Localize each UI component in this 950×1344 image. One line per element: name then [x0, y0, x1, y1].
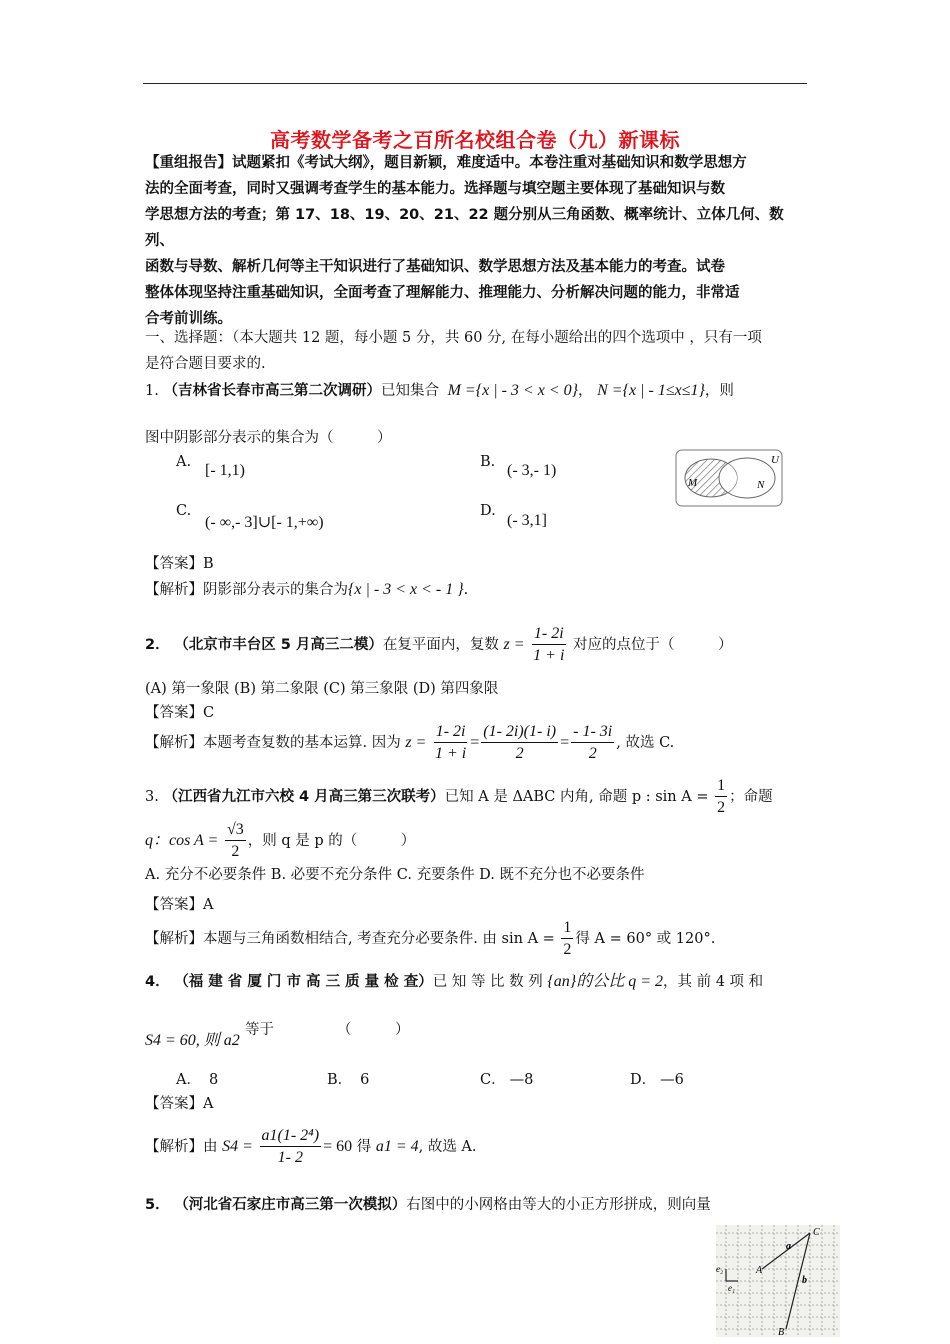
option-d: D． —6: [630, 1072, 684, 1088]
question-4-line2b: 等于: [245, 1022, 274, 1038]
option-b: B.: [480, 454, 496, 470]
analysis-suffix: , 故选 A.: [418, 1139, 477, 1155]
analysis-suffix: , 故选 C.: [616, 735, 675, 751]
label-vector-b: b: [802, 1275, 807, 1286]
option-c-value: (- ∞,- 3]∪[- 1,+∞): [205, 514, 324, 531]
question-number: 1.: [145, 383, 159, 399]
report-paragraph: [145, 150, 810, 332]
venn-label-u: U: [771, 454, 779, 466]
fraction: $\frac{(1- 2i)(1- i)}{2}$: [483, 723, 557, 762]
page-title: 高考数学备考之百所名校组合卷（九）新课标: [270, 128, 680, 152]
analysis-suffix: 得 A = 60° 或 120°.: [575, 931, 716, 947]
question-number: 5．: [145, 1197, 170, 1213]
question-number: 2．: [145, 637, 170, 653]
report-line: 【重组报告】试题紧扣《考试大纲》，题目新颖，难度适中。本卷注重对基础知识和数学思想方: [145, 155, 747, 171]
question-text-tail: 对应的点位于（ ）: [573, 637, 733, 653]
report-line: 函数与导数、解析几何等主干知识进行了基础知识、数学思想方法及基本能力的考查。试卷: [145, 259, 725, 275]
option-a: A． 8: [176, 1072, 219, 1088]
report-line: 法的全面考查，同时又强调考查学生的基本能力。选择题与填空题主要体现了基础知识与数: [145, 181, 725, 197]
cos-expression: q：cos A =: [145, 832, 219, 849]
venn-label-n: N: [757, 479, 765, 491]
analysis-text: 【解析】阴影部分表示的集合为: [145, 582, 348, 598]
question-source: （江西省九江市六校 4 月高三第三次联考）: [163, 789, 445, 805]
analysis-2: 【解析】本题考查复数的基本运算. 因为 z = $\frac{1- 2i}{1 + i}$ = $\frac{(1- 2i)(1- i)}{2}$ = $\frac{- 1- 3i}{2}$ , 故选 C.: [145, 723, 675, 762]
analysis-4: [145, 1128, 477, 1166]
analysis-suffix: .: [463, 582, 469, 598]
option-b: B． 6: [327, 1072, 370, 1088]
question-4-line2: S4 = 60, 则 a2: [145, 1032, 240, 1049]
question-number: 3.: [145, 789, 159, 805]
label-c: C: [813, 1227, 820, 1238]
answer-1: 【答案】B: [145, 556, 214, 572]
fraction: $\frac{\text{a1(1- 2⁴)}}{1- 2}$: [261, 1127, 320, 1166]
option-a: A.: [176, 454, 192, 470]
question-source: （河北省石家庄市高三第一次模拟）: [174, 1197, 407, 1213]
question-number: 4．: [145, 974, 170, 990]
separator: ，: [578, 383, 593, 399]
a1-expression: a1 = 4: [375, 1138, 419, 1155]
label-vector-a: a: [786, 1241, 791, 1252]
analysis-text: 【解析】本题考查复数的基本运算. 因为: [145, 735, 401, 751]
question-source: （福 建 省 厦 门 市 高 三 质 量 检 查）: [174, 974, 433, 990]
analysis-text: 【解析】本题与三角函数相结合, 考查充分必要条件. 由 sin A =: [145, 931, 555, 947]
question-text: 已知 A 是 ΔABC 内角, 命题 p : sin A =: [444, 789, 709, 805]
question-text: 右图中的小网格由等大的小正方形拼成，则向量: [406, 1197, 711, 1213]
vector-grid-figure: [716, 1225, 840, 1337]
header-rule: [143, 83, 807, 84]
venn-diagram: [675, 449, 783, 507]
fraction-numerator: 1- 2i: [532, 626, 566, 645]
question-text: 在复平面内，复数: [382, 637, 499, 653]
question-source: （吉林省长春市高三第二次调研）: [163, 383, 381, 399]
question-text-tail: ；命题: [729, 789, 773, 805]
analysis-text: 【解析】由: [145, 1139, 218, 1155]
question-1-line2: 图中阴影部分表示的集合为（ ）: [145, 430, 392, 446]
section-heading-line: 是符合题目要求的.: [145, 356, 266, 372]
label-b-point: B: [778, 1327, 785, 1337]
section-heading-line: 一、选择题：（本大题共 12 题，每小题 5 分，共 60 分, 在每小题给出的四个选项中 ，只有一项: [145, 330, 762, 346]
set-m: M ={x | - 3 < x < 0}: [447, 382, 579, 399]
label-a-point: A: [756, 1265, 763, 1276]
answer-4: 【答案】A: [145, 1096, 214, 1112]
analysis-math: {x | - 3 < x < - 1 }: [348, 581, 464, 598]
question-5: [145, 1193, 711, 1214]
question-3: [145, 778, 773, 816]
report-line: 合考前训练。: [145, 311, 232, 327]
question-3-options: A. 充分不必要条件 B. 必要不充分条件 C. 充要条件 D. 既不充分也不必要条件: [145, 867, 645, 883]
answer-2: 【答案】C: [145, 705, 215, 721]
equals-60: = 60: [323, 1138, 353, 1155]
fraction: $\frac{- 1- 3i}{2}$: [573, 723, 613, 762]
question-text: 已知集合: [380, 383, 439, 399]
question-source: （北京市丰台区 5 月高三二模）: [174, 637, 383, 653]
question-text: 已 知 等 比 数 列: [432, 974, 543, 990]
fraction: $\frac{1}{2}$: [563, 919, 572, 958]
question-4-paren: （ ）: [337, 1022, 410, 1038]
label-e2: e₂: [716, 1264, 724, 1274]
fraction: $\frac{√3}{2}$: [226, 821, 244, 860]
option-c: C． —8: [480, 1072, 534, 1088]
question-1: [145, 379, 734, 400]
s4-expression: S4 =: [222, 1138, 253, 1155]
sequence-expression: {an}的公比 q = 2: [547, 973, 663, 990]
fraction: $\frac{1}{2}$: [717, 777, 726, 816]
analysis-connector: 得: [356, 1139, 372, 1155]
report-line: 学思想方法的考查；第 17、18、19、20、21、22 题分别从三角函数、概率统计、立体几何、数列、: [145, 207, 784, 249]
question-text-tail: ，其 前 4 项 和: [663, 974, 764, 990]
analysis-3: [145, 920, 715, 958]
question-4: [145, 968, 763, 991]
question-text-tail: ，则 q 是 p 的（ ）: [247, 833, 416, 849]
option-d-value: (- 3,1]: [507, 512, 547, 529]
question-2: [145, 626, 733, 664]
fraction: $\frac{1- 2i}{1 + i}$: [434, 723, 467, 762]
z-label: z =: [405, 734, 427, 751]
fraction: [531, 626, 566, 664]
question-3-line2: [145, 822, 415, 860]
fraction-denominator: 1 + i: [533, 647, 565, 664]
question-2-options: (A) 第一象限 (B) 第二象限 (C) 第三象限 (D) 第四象限: [145, 681, 499, 697]
z-label: z =: [503, 636, 525, 653]
option-a-value: [- 1,1): [205, 462, 245, 479]
question-text-tail: ，则: [704, 383, 734, 399]
option-d: D.: [480, 503, 496, 519]
analysis-1: [145, 578, 468, 599]
answer-3: 【答案】A: [145, 897, 214, 913]
option-c: C.: [176, 503, 192, 519]
report-line: 整体体现坚持注重基础知识，全面考查了理解能力、推理能力、分析解决问题的能力，非常适: [145, 285, 740, 301]
label-e1: e₁: [728, 1283, 736, 1293]
option-b-value: (- 3,- 1): [507, 462, 557, 479]
set-n: N ={x | - 1≤x≤1}: [597, 382, 705, 399]
venn-label-m: M: [688, 477, 698, 489]
